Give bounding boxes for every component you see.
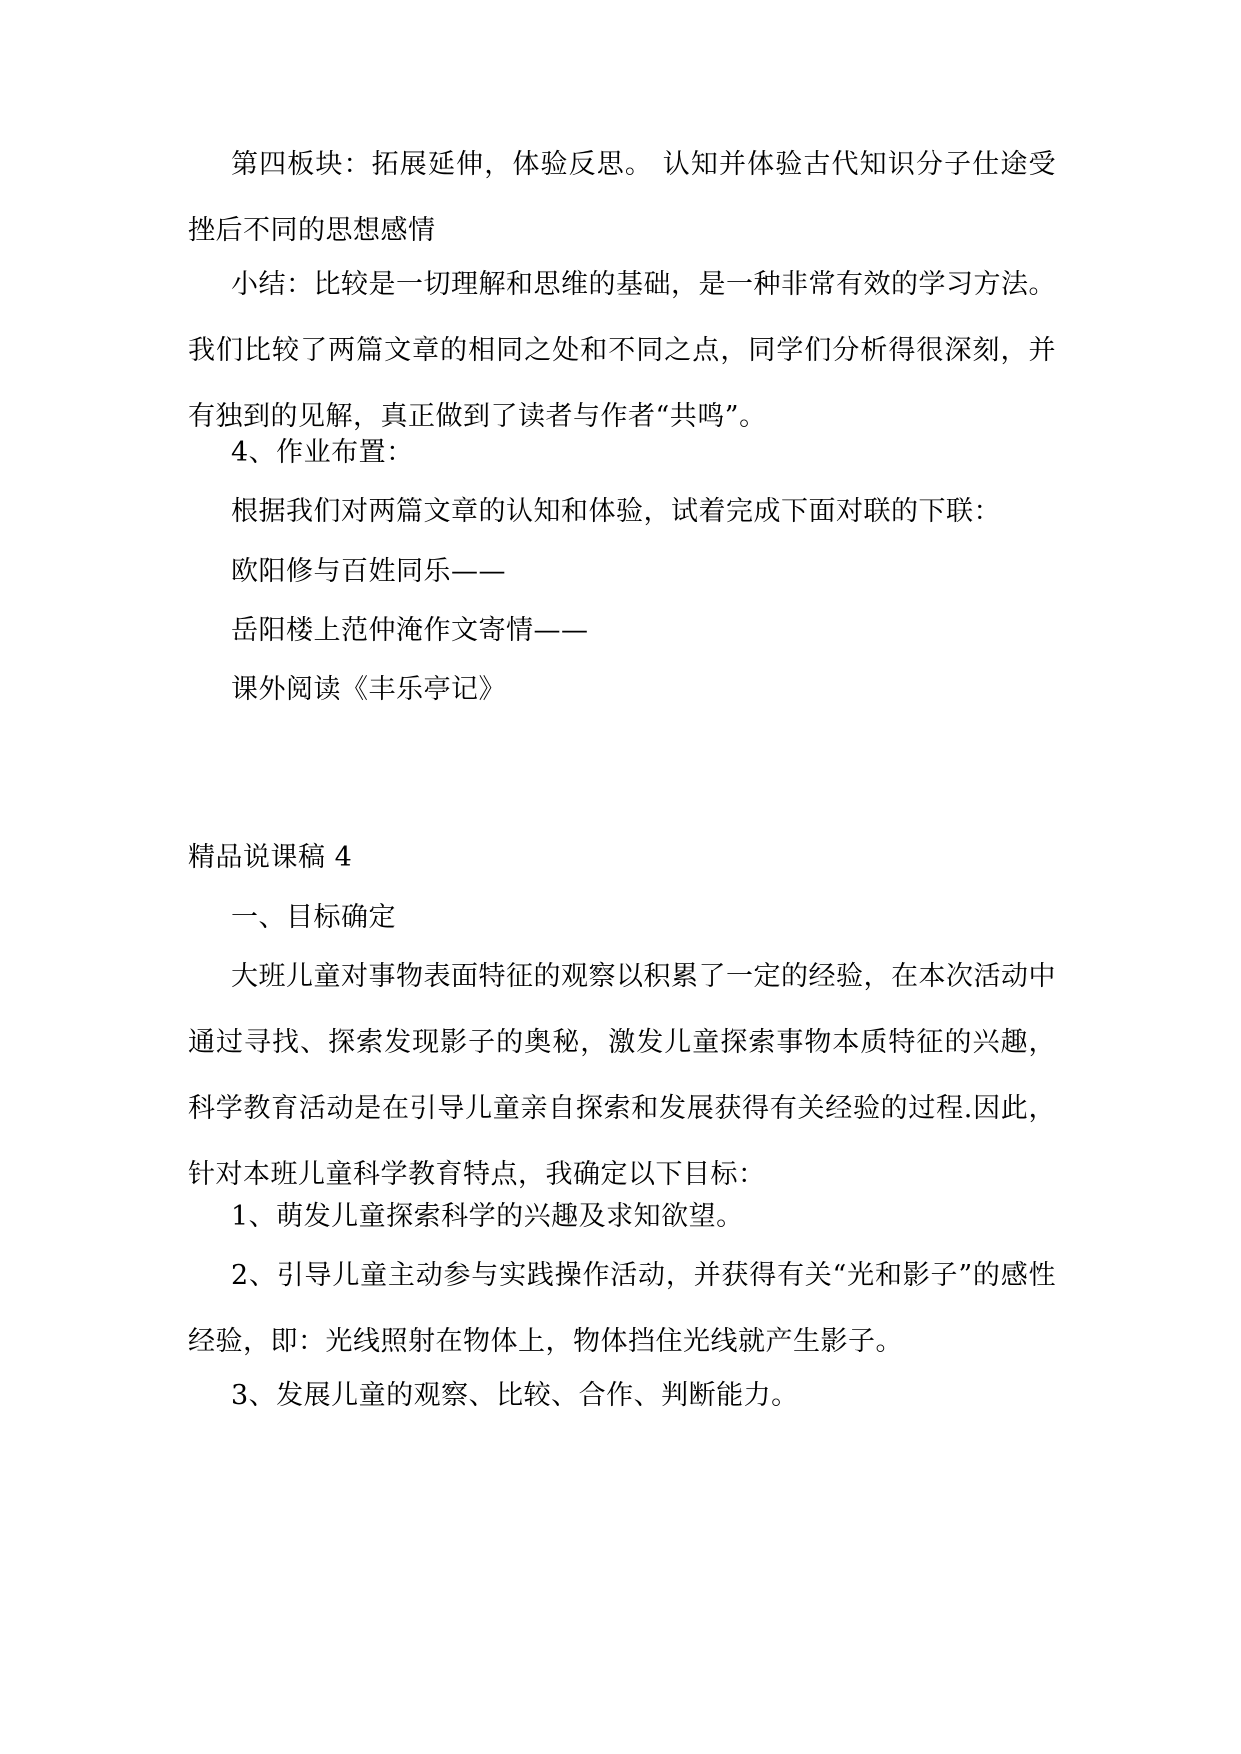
goal-item-2: 2、引导儿童主动参与实践操作活动，并获得有关“光和影子”的感性经验，即：光线照射在物体上，物体挡住光线就产生影子。 xyxy=(188,1260,1056,1357)
paragraph-block4: 第四板块：拓展延伸，体验反思。 认知并体验古代知识分子仕途受挫后不同的思想感情 xyxy=(188,149,1056,246)
goal-item-3: 3、发展儿童的观察、比较、合作、判断能力。 xyxy=(231,1380,799,1411)
paragraph-goals: 大班儿童对事物表面特征的观察以积累了一定的经验，在本次活动中通过寻找、探索发现影子的奥秘，激发儿童探索事物本质特征的兴趣，科学教育活动是在引导儿童亲自探索和发展获得有关经验的过程.因此，针对本班儿童科学教育特点，我确定以下目标： xyxy=(188,961,1056,1190)
couplet-line-2: 岳阳楼上范仲淹作文寄情—— xyxy=(231,615,589,646)
homework-intro: 根据我们对两篇文章的认知和体验，试着完成下面对联的下联： xyxy=(231,496,1001,527)
paragraph-summary: 小结：比较是一切理解和思维的基础，是一种非常有效的学习方法。我们比较了两篇文章的相同之处和不同之点，同学们分析得很深刻，并有独到的见解，真正做到了读者与作者“共鸣”。 xyxy=(188,269,1056,432)
couplet-line-1: 欧阳修与百姓同乐—— xyxy=(231,556,506,587)
homework-heading: 4、作业布置： xyxy=(231,437,414,468)
heading-goals: 一、目标确定 xyxy=(231,902,396,933)
extra-reading: 课外阅读《丰乐亭记》 xyxy=(231,674,506,705)
section-title: 精品说课稿 4 xyxy=(188,842,353,873)
goal-item-1: 1、萌发儿童探索科学的兴趣及求知欲望。 xyxy=(231,1201,744,1232)
